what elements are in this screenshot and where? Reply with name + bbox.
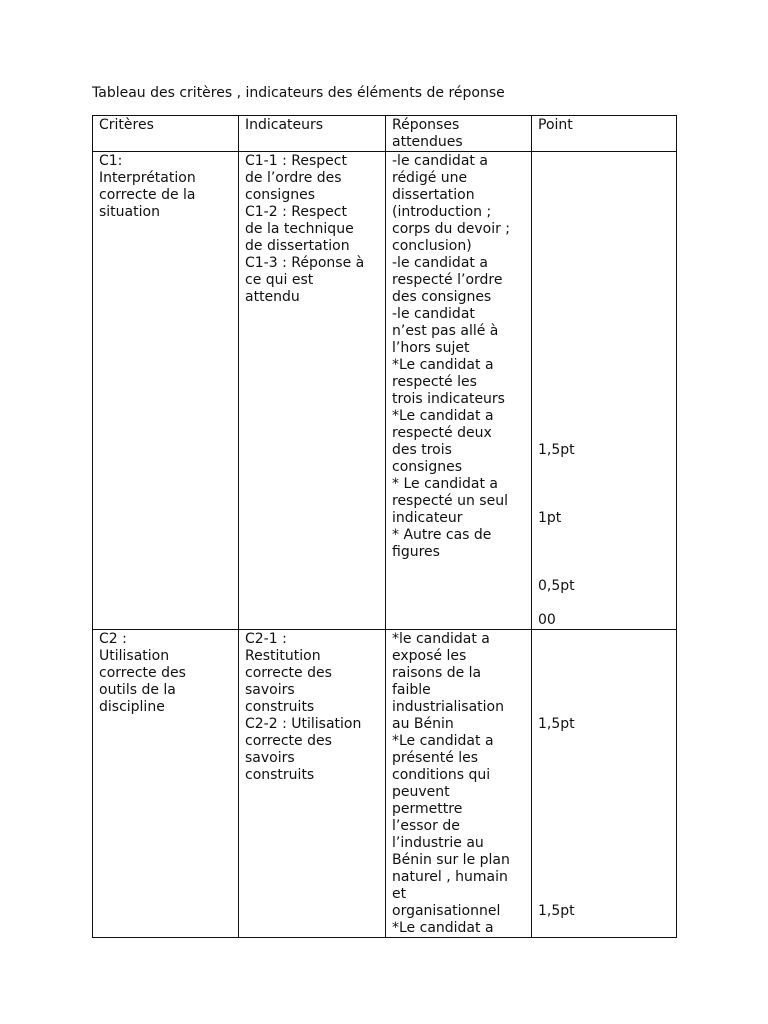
cell-line: C1: bbox=[99, 153, 123, 169]
cell-line: savoirs bbox=[245, 750, 295, 766]
cell-line: figures bbox=[392, 544, 440, 560]
blank-line bbox=[538, 221, 670, 238]
header-cell-reponses: Réponses attendues bbox=[386, 116, 532, 152]
cell-line: correcte de la bbox=[99, 187, 196, 203]
blank-line bbox=[538, 459, 670, 476]
cell-line: respecté les bbox=[392, 374, 477, 390]
cell-line: (introduction ; bbox=[392, 204, 492, 220]
cell-line: présenté les bbox=[392, 750, 479, 766]
blank-line bbox=[538, 340, 670, 357]
table-header-row bbox=[93, 116, 677, 152]
cell-line: naturel , humain bbox=[392, 869, 508, 885]
cell-line: et bbox=[392, 886, 407, 902]
cell-line: -le candidat bbox=[392, 306, 475, 322]
cell-line: rédigé une bbox=[392, 170, 468, 186]
blank-line bbox=[538, 631, 670, 648]
cell-line: des consignes bbox=[392, 289, 492, 305]
cell-line: l’hors sujet bbox=[392, 340, 470, 356]
blank-line bbox=[538, 665, 670, 682]
cell-line: *Le candidat a bbox=[392, 357, 494, 373]
blank-line bbox=[538, 886, 670, 903]
cell-line: l’essor de bbox=[392, 818, 460, 834]
cell-line: * Le candidat a bbox=[392, 476, 498, 492]
blank-line bbox=[538, 323, 670, 340]
blank-line bbox=[538, 699, 670, 716]
cell-line: exposé les bbox=[392, 648, 467, 664]
blank-line bbox=[538, 408, 670, 425]
blank-line bbox=[538, 767, 670, 784]
cell-line: conditions qui bbox=[392, 767, 491, 783]
cell-line: 0,5pt bbox=[538, 578, 575, 594]
blank-line bbox=[538, 682, 670, 699]
blank-line bbox=[538, 187, 670, 204]
blank-line bbox=[538, 595, 670, 612]
answers-cell bbox=[386, 630, 532, 938]
cell-line: permettre bbox=[392, 801, 463, 817]
cell-line: C1-3 : Réponse à bbox=[245, 255, 365, 271]
blank-line bbox=[538, 357, 670, 374]
cell-line: l’industrie au bbox=[392, 835, 484, 851]
header-cell-criteres: Critères bbox=[93, 116, 239, 152]
cell-line: 1,5pt bbox=[538, 716, 575, 732]
table-row bbox=[93, 630, 677, 938]
cell-line: outils de la bbox=[99, 682, 176, 698]
blank-line bbox=[538, 255, 670, 272]
cell-line: Utilisation bbox=[99, 648, 170, 664]
cell-line: de dissertation bbox=[245, 238, 350, 254]
cell-line: dissertation bbox=[392, 187, 475, 203]
answers-cell bbox=[386, 152, 532, 630]
cell-line: *Le candidat a bbox=[392, 733, 494, 749]
blank-line bbox=[538, 289, 670, 306]
blank-line bbox=[538, 852, 670, 869]
cell-line: corps du devoir ; bbox=[392, 221, 511, 237]
blank-line bbox=[538, 170, 670, 187]
cell-line: correcte des bbox=[245, 733, 332, 749]
cell-line: C2-2 : Utilisation bbox=[245, 716, 362, 732]
blank-line bbox=[538, 750, 670, 767]
cell-line: *le candidat a bbox=[392, 631, 490, 647]
cell-line: organisationnel bbox=[392, 903, 501, 919]
cell-line: C2 : bbox=[99, 631, 127, 647]
cell-line: C1-1 : Respect bbox=[245, 153, 347, 169]
header-cell-point: Point bbox=[532, 116, 677, 152]
blank-line bbox=[538, 374, 670, 391]
cell-line: 1,5pt bbox=[538, 442, 575, 458]
cell-line: faible bbox=[392, 682, 431, 698]
cell-line: construits bbox=[245, 699, 315, 715]
cell-line: *Le candidat a bbox=[392, 920, 494, 936]
cell-line: correcte des bbox=[99, 665, 186, 681]
cell-line: respecté un seul bbox=[392, 493, 508, 509]
cell-line: 00 bbox=[538, 612, 556, 628]
blank-line bbox=[538, 204, 670, 221]
cell-line: conclusion) bbox=[392, 238, 472, 254]
cell-line: au Bénin bbox=[392, 716, 454, 732]
blank-line bbox=[538, 801, 670, 818]
document-title: Tableau des critères , indicateurs des éléments de réponse bbox=[92, 85, 505, 101]
cell-line: 1,5pt bbox=[538, 903, 575, 919]
blank-line bbox=[538, 153, 670, 170]
blank-line bbox=[538, 306, 670, 323]
criteria-table bbox=[92, 115, 677, 938]
cell-line: industrialisation bbox=[392, 699, 504, 715]
cell-line: savoirs bbox=[245, 682, 295, 698]
cell-line: *Le candidat a bbox=[392, 408, 494, 424]
cell-line: * Autre cas de bbox=[392, 527, 492, 543]
cell-line: correcte des bbox=[245, 665, 332, 681]
blank-line bbox=[538, 425, 670, 442]
blank-line bbox=[538, 493, 670, 510]
cell-line: 1pt bbox=[538, 510, 562, 526]
blank-line bbox=[538, 818, 670, 835]
cell-line: trois indicateurs bbox=[392, 391, 505, 407]
cell-line: des trois bbox=[392, 442, 452, 458]
criterion-cell bbox=[93, 630, 239, 938]
blank-line bbox=[538, 733, 670, 750]
cell-line: Bénin sur le plan bbox=[392, 852, 510, 868]
blank-line bbox=[538, 391, 670, 408]
cell-line: consignes bbox=[245, 187, 315, 203]
blank-line bbox=[538, 476, 670, 493]
blank-line bbox=[538, 835, 670, 852]
cell-line: -le candidat a bbox=[392, 255, 488, 271]
blank-line bbox=[538, 869, 670, 886]
table-row bbox=[93, 152, 677, 630]
header-cell-indicateurs: Indicateurs bbox=[239, 116, 386, 152]
cell-line: respecté deux bbox=[392, 425, 492, 441]
cell-line: attendu bbox=[245, 289, 300, 305]
cell-line: Interprétation bbox=[99, 170, 196, 186]
cell-line: -le candidat a bbox=[392, 153, 488, 169]
blank-line bbox=[538, 648, 670, 665]
cell-line: consignes bbox=[392, 459, 462, 475]
cell-line: n’est pas allé à bbox=[392, 323, 499, 339]
cell-line: C1-2 : Respect bbox=[245, 204, 347, 220]
cell-line: ce qui est bbox=[245, 272, 314, 288]
blank-line bbox=[538, 784, 670, 801]
blank-line bbox=[538, 527, 670, 544]
blank-line bbox=[538, 272, 670, 289]
cell-line: Restitution bbox=[245, 648, 321, 664]
cell-line: discipline bbox=[99, 699, 165, 715]
blank-line bbox=[538, 238, 670, 255]
blank-line bbox=[538, 544, 670, 561]
cell-line: indicateur bbox=[392, 510, 463, 526]
cell-line: peuvent bbox=[392, 784, 450, 800]
points-cell bbox=[532, 630, 677, 938]
cell-line: de la technique bbox=[245, 221, 354, 237]
cell-line: de l’ordre des bbox=[245, 170, 342, 186]
cell-line: raisons de la bbox=[392, 665, 482, 681]
blank-line bbox=[538, 561, 670, 578]
criterion-cell bbox=[93, 152, 239, 630]
cell-line: construits bbox=[245, 767, 315, 783]
cell-line: situation bbox=[99, 204, 160, 220]
indicators-cell bbox=[239, 630, 386, 938]
cell-line: respecté l’ordre bbox=[392, 272, 503, 288]
points-cell bbox=[532, 152, 677, 630]
indicators-cell bbox=[239, 152, 386, 630]
cell-line: C2-1 : bbox=[245, 631, 287, 647]
